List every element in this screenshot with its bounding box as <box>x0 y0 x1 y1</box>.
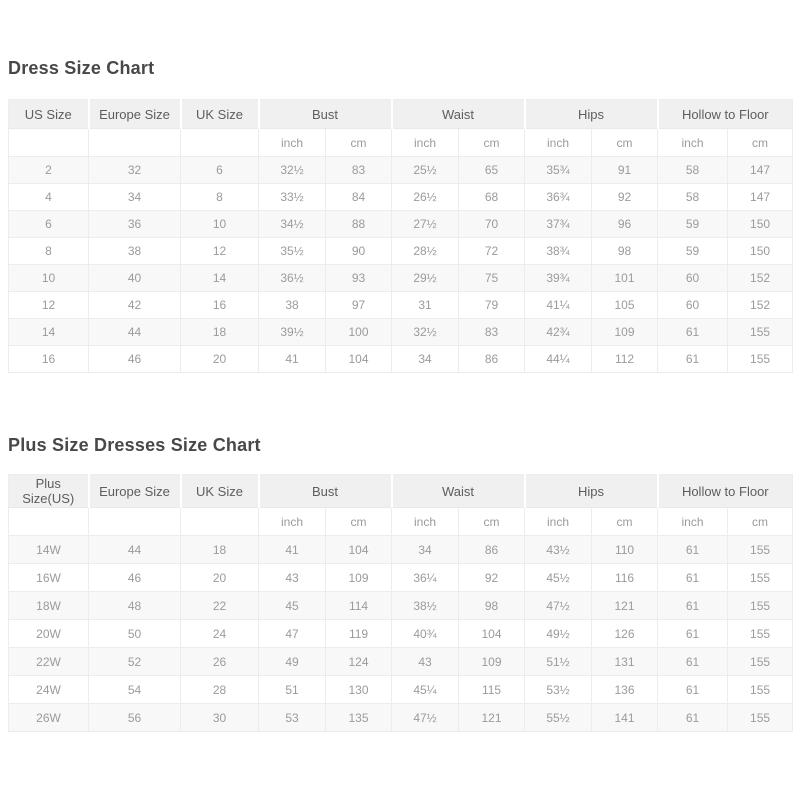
table-cell: 98 <box>592 238 658 265</box>
table-cell: 155 <box>728 704 793 732</box>
table-cell: 96 <box>592 211 658 238</box>
table-cell: 141 <box>592 704 658 732</box>
table-cell: 53½ <box>525 676 592 704</box>
table-cell: 59 <box>658 238 728 265</box>
table-cell: 22 <box>181 592 259 620</box>
table-cell: 60 <box>658 265 728 292</box>
header-row <box>9 475 793 508</box>
table-cell: 155 <box>728 620 793 648</box>
table-cell: 119 <box>326 620 392 648</box>
table-cell: 61 <box>658 536 728 564</box>
table-cell: 45¼ <box>392 676 459 704</box>
column-header-waist: Waist <box>392 475 525 508</box>
table-cell: 35¾ <box>525 157 592 184</box>
unit-header-cm: cm <box>326 129 392 157</box>
table-cell: 91 <box>592 157 658 184</box>
table-cell: 155 <box>728 564 793 592</box>
column-header-europe-size: Europe Size <box>89 475 181 508</box>
unit-header-inch: inch <box>658 129 728 157</box>
table-cell: 121 <box>592 592 658 620</box>
unit-header-cm: cm <box>728 129 793 157</box>
table-cell: 14 <box>181 265 259 292</box>
unit-header-cm: cm <box>592 508 658 536</box>
table-cell: 24 <box>181 620 259 648</box>
unit-header-cm: cm <box>459 129 525 157</box>
plus-size-table <box>8 474 793 732</box>
empty-cell <box>89 508 181 536</box>
table-cell: 155 <box>728 592 793 620</box>
table-cell: 51½ <box>525 648 592 676</box>
table-cell: 54 <box>89 676 181 704</box>
table-cell: 135 <box>326 704 392 732</box>
table-cell: 55½ <box>525 704 592 732</box>
table-cell: 43 <box>259 564 326 592</box>
table-cell: 34 <box>89 184 181 211</box>
table-cell: 92 <box>459 564 525 592</box>
table-cell: 32½ <box>392 319 459 346</box>
table-cell: 155 <box>728 536 793 564</box>
table-cell: 155 <box>728 346 793 373</box>
column-header-us-size: US Size <box>9 100 89 129</box>
table-cell: 36½ <box>259 265 326 292</box>
column-header-hips: Hips <box>525 475 658 508</box>
empty-cell <box>181 508 259 536</box>
table-cell: 61 <box>658 620 728 648</box>
unit-header-inch: inch <box>259 508 326 536</box>
table-cell: 65 <box>459 157 525 184</box>
table-cell: 30 <box>181 704 259 732</box>
table-cell: 126 <box>592 620 658 648</box>
table-cell: 155 <box>728 676 793 704</box>
table-cell: 36¼ <box>392 564 459 592</box>
unit-header-inch: inch <box>259 129 326 157</box>
table-cell: 49½ <box>525 620 592 648</box>
table-cell: 61 <box>658 346 728 373</box>
table-cell: 61 <box>658 704 728 732</box>
column-header-bust: Bust <box>259 475 392 508</box>
table-cell: 104 <box>326 346 392 373</box>
table-cell: 33½ <box>259 184 326 211</box>
table-cell: 109 <box>326 564 392 592</box>
table-cell: 109 <box>459 648 525 676</box>
table-cell: 56 <box>89 704 181 732</box>
column-header-hollow-to-floor: Hollow to Floor <box>658 100 793 129</box>
table-cell: 58 <box>658 184 728 211</box>
table-row <box>9 211 793 238</box>
table-cell: 59 <box>658 211 728 238</box>
table-cell: 31 <box>392 292 459 319</box>
table-cell: 46 <box>89 564 181 592</box>
table-cell: 42 <box>89 292 181 319</box>
table-cell: 41¼ <box>525 292 592 319</box>
table-cell: 32 <box>89 157 181 184</box>
table-cell: 124 <box>326 648 392 676</box>
table-cell: 100 <box>326 319 392 346</box>
table-cell: 10 <box>9 265 89 292</box>
table-row <box>9 704 793 732</box>
table-cell: 83 <box>326 157 392 184</box>
table-cell: 60 <box>658 292 728 319</box>
table-cell: 115 <box>459 676 525 704</box>
table-cell: 38 <box>89 238 181 265</box>
table-cell: 14 <box>9 319 89 346</box>
table-cell: 28 <box>181 676 259 704</box>
unit-header-inch: inch <box>658 508 728 536</box>
unit-header-row <box>9 508 793 536</box>
table-cell: 20 <box>181 346 259 373</box>
table-cell: 44 <box>89 536 181 564</box>
table-cell: 32½ <box>259 157 326 184</box>
column-header-hips: Hips <box>525 100 658 129</box>
table-cell: 79 <box>459 292 525 319</box>
table-cell: 116 <box>592 564 658 592</box>
table-cell: 90 <box>326 238 392 265</box>
table-cell: 97 <box>326 292 392 319</box>
table-cell: 109 <box>592 319 658 346</box>
table-cell: 39½ <box>259 319 326 346</box>
header-row <box>9 100 793 129</box>
table-cell: 34 <box>392 536 459 564</box>
table-cell: 68 <box>459 184 525 211</box>
table-cell: 147 <box>728 157 793 184</box>
table-cell: 75 <box>459 265 525 292</box>
table-cell: 152 <box>728 292 793 319</box>
table-cell: 8 <box>181 184 259 211</box>
table-cell: 14W <box>9 536 89 564</box>
table-cell: 61 <box>658 319 728 346</box>
table-cell: 27½ <box>392 211 459 238</box>
dress-size-chart-title: Dress Size Chart <box>8 58 155 78</box>
table-cell: 8 <box>9 238 89 265</box>
table-cell: 45½ <box>525 564 592 592</box>
unit-header-cm: cm <box>728 508 793 536</box>
table-cell: 42¾ <box>525 319 592 346</box>
table-row <box>9 536 793 564</box>
table-cell: 36 <box>89 211 181 238</box>
table-cell: 41 <box>259 346 326 373</box>
table-cell: 61 <box>658 592 728 620</box>
column-header-bust: Bust <box>259 100 392 129</box>
table-cell: 110 <box>592 536 658 564</box>
table-row <box>9 319 793 346</box>
plus-size-table-body <box>9 536 793 732</box>
table-row <box>9 676 793 704</box>
table-cell: 26½ <box>392 184 459 211</box>
table-row <box>9 157 793 184</box>
table-cell: 58 <box>658 157 728 184</box>
table-cell: 43 <box>392 648 459 676</box>
table-cell: 150 <box>728 211 793 238</box>
table-cell: 4 <box>9 184 89 211</box>
table-row <box>9 346 793 373</box>
table-row <box>9 184 793 211</box>
dress-size-table <box>8 99 793 373</box>
table-cell: 18 <box>181 319 259 346</box>
table-row <box>9 592 793 620</box>
table-cell: 46 <box>89 346 181 373</box>
table-cell: 24W <box>9 676 89 704</box>
table-cell: 155 <box>728 648 793 676</box>
table-cell: 40 <box>89 265 181 292</box>
table-cell: 39¾ <box>525 265 592 292</box>
table-cell: 61 <box>658 564 728 592</box>
table-cell: 34½ <box>259 211 326 238</box>
plus-size-chart-section <box>8 435 792 732</box>
table-cell: 61 <box>658 648 728 676</box>
table-cell: 43½ <box>525 536 592 564</box>
table-cell: 41 <box>259 536 326 564</box>
table-cell: 37¾ <box>525 211 592 238</box>
table-cell: 131 <box>592 648 658 676</box>
table-cell: 40¾ <box>392 620 459 648</box>
table-cell: 104 <box>326 536 392 564</box>
table-cell: 18W <box>9 592 89 620</box>
table-cell: 44 <box>89 319 181 346</box>
table-cell: 152 <box>728 265 793 292</box>
table-cell: 61 <box>658 676 728 704</box>
unit-header-inch: inch <box>392 129 459 157</box>
column-header-hollow-to-floor: Hollow to Floor <box>658 475 793 508</box>
table-cell: 53 <box>259 704 326 732</box>
column-header-waist: Waist <box>392 100 525 129</box>
table-cell: 34 <box>392 346 459 373</box>
table-row <box>9 648 793 676</box>
unit-header-inch: inch <box>392 508 459 536</box>
table-cell: 38 <box>259 292 326 319</box>
table-cell: 130 <box>326 676 392 704</box>
table-cell: 26 <box>181 648 259 676</box>
unit-header-cm: cm <box>592 129 658 157</box>
table-cell: 38¾ <box>525 238 592 265</box>
table-cell: 20 <box>181 564 259 592</box>
table-cell: 114 <box>326 592 392 620</box>
table-cell: 36¾ <box>525 184 592 211</box>
table-cell: 104 <box>459 620 525 648</box>
table-cell: 16 <box>181 292 259 319</box>
table-row <box>9 620 793 648</box>
table-cell: 20W <box>9 620 89 648</box>
table-cell: 121 <box>459 704 525 732</box>
table-row <box>9 265 793 292</box>
column-header-plus-size-us: Plus Size(US) <box>9 475 89 508</box>
table-row <box>9 238 793 265</box>
table-cell: 18 <box>181 536 259 564</box>
table-row <box>9 564 793 592</box>
empty-cell <box>9 129 89 157</box>
table-cell: 2 <box>9 157 89 184</box>
table-cell: 35½ <box>259 238 326 265</box>
plus-size-chart-title: Plus Size Dresses Size Chart <box>8 435 261 455</box>
table-cell: 105 <box>592 292 658 319</box>
table-cell: 47 <box>259 620 326 648</box>
dress-size-table-body <box>9 157 793 373</box>
table-cell: 147 <box>728 184 793 211</box>
table-cell: 101 <box>592 265 658 292</box>
table-cell: 10 <box>181 211 259 238</box>
table-cell: 93 <box>326 265 392 292</box>
table-cell: 6 <box>9 211 89 238</box>
table-cell: 136 <box>592 676 658 704</box>
table-cell: 26W <box>9 704 89 732</box>
table-cell: 47½ <box>525 592 592 620</box>
table-cell: 22W <box>9 648 89 676</box>
column-header-europe-size: Europe Size <box>89 100 181 129</box>
empty-cell <box>89 129 181 157</box>
table-cell: 86 <box>459 346 525 373</box>
empty-cell <box>9 508 89 536</box>
dress-size-chart-section <box>8 58 792 373</box>
table-cell: 88 <box>326 211 392 238</box>
table-cell: 50 <box>89 620 181 648</box>
table-cell: 83 <box>459 319 525 346</box>
table-cell: 16W <box>9 564 89 592</box>
table-cell: 112 <box>592 346 658 373</box>
table-cell: 150 <box>728 238 793 265</box>
table-cell: 51 <box>259 676 326 704</box>
table-cell: 16 <box>9 346 89 373</box>
table-cell: 25½ <box>392 157 459 184</box>
table-cell: 6 <box>181 157 259 184</box>
table-cell: 84 <box>326 184 392 211</box>
table-cell: 29½ <box>392 265 459 292</box>
table-cell: 45 <box>259 592 326 620</box>
table-cell: 28½ <box>392 238 459 265</box>
table-cell: 38½ <box>392 592 459 620</box>
table-cell: 70 <box>459 211 525 238</box>
unit-header-cm: cm <box>326 508 392 536</box>
table-cell: 86 <box>459 536 525 564</box>
unit-header-inch: inch <box>525 129 592 157</box>
table-cell: 72 <box>459 238 525 265</box>
column-header-uk-size: UK Size <box>181 475 259 508</box>
table-cell: 155 <box>728 319 793 346</box>
table-cell: 98 <box>459 592 525 620</box>
table-cell: 52 <box>89 648 181 676</box>
table-cell: 47½ <box>392 704 459 732</box>
table-cell: 12 <box>181 238 259 265</box>
table-cell: 92 <box>592 184 658 211</box>
unit-header-cm: cm <box>459 508 525 536</box>
table-cell: 12 <box>9 292 89 319</box>
empty-cell <box>181 129 259 157</box>
unit-header-inch: inch <box>525 508 592 536</box>
unit-header-row <box>9 129 793 157</box>
table-row <box>9 292 793 319</box>
table-cell: 44¼ <box>525 346 592 373</box>
column-header-uk-size: UK Size <box>181 100 259 129</box>
table-cell: 49 <box>259 648 326 676</box>
table-cell: 48 <box>89 592 181 620</box>
